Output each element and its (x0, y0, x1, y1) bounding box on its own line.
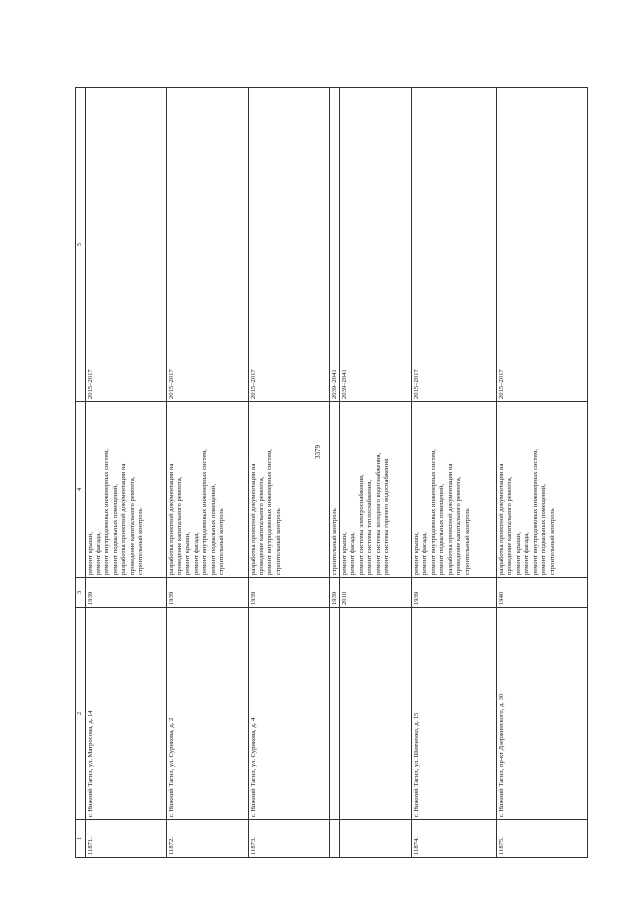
row-address: г. Нижний Тагил, ул. Сурикова, д. 4 (249, 608, 330, 820)
row-address (330, 608, 340, 820)
row-works (249, 402, 330, 578)
row-period: 2039–2041 (330, 88, 340, 402)
table-row (249, 88, 330, 858)
work-item: ремонт внутридомовых инженерных систем, (201, 448, 209, 575)
work-item: проведение капитального ремонта, (128, 476, 136, 575)
header-row (76, 88, 86, 858)
work-item: ремонт подвальных помещений, (209, 484, 217, 575)
row-period: 2015–2017 (167, 88, 249, 402)
work-item: ремонт внутридомовых инженерных систем, (266, 448, 274, 575)
table-row (340, 88, 412, 858)
row-number: 11871. (86, 820, 167, 858)
work-item: строительный контроль (218, 508, 226, 575)
work-item: строительный контроль (548, 508, 556, 575)
work-item: разработка проектной документации на (249, 463, 257, 575)
work-item: ремонт системы электроснабжения, (357, 474, 365, 575)
work-item: строительный контроль (274, 508, 282, 575)
table-row (497, 88, 588, 858)
header-col-2: 2 (76, 608, 86, 820)
work-item: ремонт системы холодного водоснабжения, (374, 452, 382, 575)
row-period: 2015–2017 (412, 88, 497, 402)
row-period: 2015–2017 (497, 88, 588, 402)
work-item: ремонт фасада, (94, 532, 102, 575)
row-period: 2015–2017 (249, 88, 330, 402)
work-item: ремонт подвальных помещений, (438, 484, 446, 575)
row-works (167, 402, 249, 578)
repair-schedule-table (75, 87, 588, 858)
work-item: проведение капитального ремонта, (455, 476, 463, 575)
work-item: ремонт крыши, (514, 532, 522, 575)
row-number: 11874. (412, 820, 497, 858)
row-year: 2010 (340, 578, 412, 608)
row-number (330, 820, 340, 858)
work-item: проведение капитального ремонта, (175, 476, 183, 575)
row-works (412, 402, 497, 578)
table-row (86, 88, 167, 858)
work-item: разработка проектной документации на (120, 463, 128, 575)
rotated-table-container (75, 88, 599, 858)
row-address: г. Нижний Тагил, ул. Сурикова, д. 2 (167, 608, 249, 820)
row-number: 11872. (167, 820, 249, 858)
work-item: разработка проектной документации на (497, 463, 505, 575)
work-item: проведение капитального ремонта, (506, 476, 514, 575)
work-item: ремонт крыши, (184, 532, 192, 575)
work-item: ремонт внутридомовых инженерных систем, (103, 448, 111, 575)
work-item: строительный контроль (137, 508, 145, 575)
row-year: 1939 (412, 578, 497, 608)
header-col-3: 3 (76, 578, 86, 608)
row-year: 1939 (167, 578, 249, 608)
work-item: ремонт системы теплоснабжения, (366, 480, 374, 575)
work-item: проведение капитального ремонта, (257, 476, 265, 575)
work-item: ремонт фасада, (421, 532, 429, 575)
work-item: ремонт крыши, (412, 532, 420, 575)
row-works (497, 402, 588, 578)
work-item: разработка проектной документации на (167, 463, 175, 575)
work-item: ремонт внутридомовых инженерных систем, (531, 448, 539, 575)
work-item: строительный контроль (463, 508, 471, 575)
row-number: 11875. (497, 820, 588, 858)
table-row (167, 88, 249, 858)
work-item: ремонт внутридомовых инженерных систем, (429, 448, 437, 575)
row-works (340, 402, 412, 578)
row-period: 2039–2041 (340, 88, 412, 402)
row-year: 1939 (249, 578, 330, 608)
header-col-4: 4 (76, 402, 86, 578)
work-item: ремонт крыши, (86, 532, 94, 575)
row-works (86, 402, 167, 578)
table-row (412, 88, 497, 858)
work-item: ремонт подвальных помещений, (111, 484, 119, 575)
table-row (330, 88, 340, 858)
row-year: 1939 (86, 578, 167, 608)
row-address: г. Нижний Тагил, ул. Шевченко, д. 15 (412, 608, 497, 820)
row-address: г. Нижний Тагил, ул. Матросова, д. 14 (86, 608, 167, 820)
header-col-5: 5 (76, 88, 86, 402)
row-number: 11873. (249, 820, 330, 858)
row-address: г. Нижний Тагил, пр-кт Дзержинского, д. 30 (497, 608, 588, 820)
work-item: ремонт подвальных помещений, (540, 484, 548, 575)
work-item: ремонт крыши, (340, 532, 348, 575)
row-period: 2015–2017 (86, 88, 167, 402)
work-item: ремонт системы горячего водоснабжения (383, 458, 391, 575)
work-item: ремонт фасада, (349, 532, 357, 575)
header-col-1: 1 (76, 820, 86, 858)
work-item: ремонт фасада, (523, 532, 531, 575)
row-address (340, 608, 412, 820)
page-number: 3379 (314, 445, 322, 459)
work-item: строительный контроль (330, 508, 338, 575)
row-year: 1939 (330, 578, 340, 608)
row-works (330, 402, 340, 578)
row-number (340, 820, 412, 858)
row-year: 1940 (497, 578, 588, 608)
work-item: ремонт фасада, (192, 532, 200, 575)
work-item: разработка проектной документации на (446, 463, 454, 575)
